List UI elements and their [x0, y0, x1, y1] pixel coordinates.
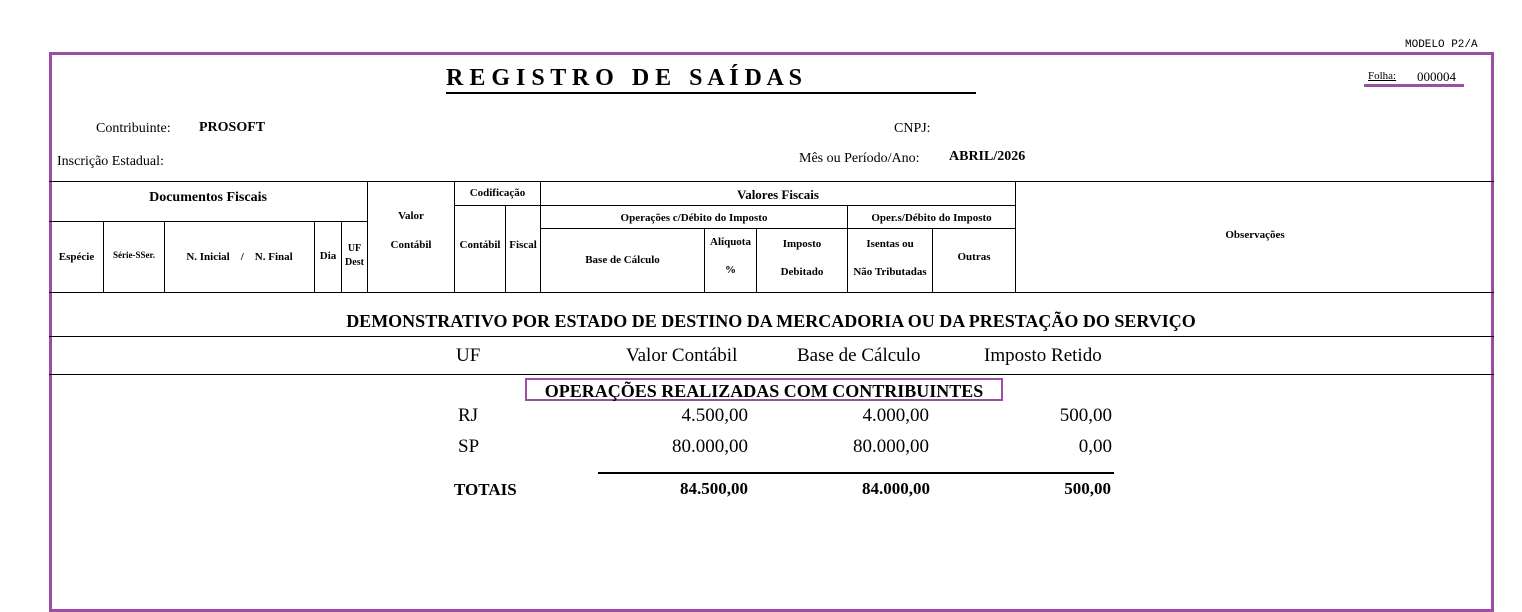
totals-valor: 84.500,00 — [680, 479, 748, 498]
totals-rule — [598, 472, 1114, 474]
header-imposto: Imposto — [782, 238, 822, 250]
header-nao-tributadas: Não Tributadas — [853, 266, 927, 278]
totals-label: TOTAIS — [454, 480, 517, 499]
totals-base: 84.000,00 — [862, 479, 930, 498]
contribuinte-label: Contribuinte: — [96, 121, 171, 136]
modelo-label: MODELO P2/A — [1405, 39, 1478, 51]
header-observacoes: Observações — [1225, 229, 1285, 241]
inscricao-label: Inscrição Estadual: — [57, 154, 164, 169]
row-rj-uf: RJ — [458, 405, 479, 426]
row-sp-imposto: 0,00 — [1078, 436, 1112, 457]
header-especie: Espécie — [58, 251, 95, 263]
row-rj-base: 4.000,00 — [862, 405, 929, 426]
header-aliquota: Alíquota — [710, 236, 751, 248]
header-valor-contabil: Contábil — [390, 239, 432, 251]
col-base-calculo: Base de Cálculo — [797, 345, 921, 366]
header-cod-fiscal: Fiscal — [509, 239, 537, 251]
header-valores-fiscais: Valores Fiscais — [737, 187, 819, 202]
row-sp-valor: 80.000,00 — [672, 436, 748, 457]
col-imposto-retido: Imposto Retido — [984, 345, 1102, 366]
header-valor: Valor — [398, 210, 424, 222]
row-sp-base: 80.000,00 — [853, 436, 929, 457]
header-cod-contabil: Contábil — [459, 239, 501, 251]
header-percent: % — [725, 264, 736, 276]
folha-label: Folha: — [1368, 70, 1397, 82]
header-base-calculo: Base de Cálculo — [585, 254, 660, 266]
demonstrativo-title: DEMONSTRATIVO POR ESTADO DE DESTINO DA MERCADORIA OU DA PRESTAÇÃO DO SERVIÇO — [346, 311, 1196, 331]
header-isentas: Isentas ou — [866, 238, 914, 250]
row-rj-imposto: 500,00 — [1059, 405, 1112, 426]
cnpj-label: CNPJ: — [894, 121, 931, 136]
header-dest: Dest — [345, 257, 364, 268]
folha-box — [1364, 68, 1464, 87]
header-n-inicial-final: N. Inicial / N. Final — [186, 251, 293, 263]
section-title: OPERAÇÕES REALIZADAS COM CONTRIBUINTES — [525, 378, 1003, 401]
col-valor-contabil: Valor Contábil — [626, 345, 738, 366]
header-uf: UF — [347, 243, 362, 254]
page-title: R E G I S T R O D E S A Í D A S — [446, 64, 976, 94]
totals-imposto: 500,00 — [1064, 479, 1111, 498]
contribuinte-value: PROSOFT — [199, 120, 266, 135]
folha-value: 000004 — [1417, 69, 1456, 84]
header-outras: Outras — [957, 251, 991, 263]
periodo-value: ABRIL/2026 — [949, 149, 1026, 164]
periodo-label: Mês ou Período/Ano: — [799, 151, 920, 166]
header-serie: Série-SSer. — [113, 250, 155, 260]
row-rj-valor: 4.500,00 — [681, 405, 748, 426]
col-uf: UF — [456, 345, 481, 366]
document-frame — [49, 52, 1494, 612]
row-sp-uf: SP — [458, 436, 480, 457]
header-codificacao: Codificação — [469, 187, 526, 199]
header-documentos-fiscais: Documentos Fiscais — [149, 190, 267, 205]
header-op-com-debito: Operações c/Débito do Imposto — [620, 212, 768, 224]
header-debitado: Debitado — [780, 266, 824, 278]
header-op-sem-debito: Oper.s/Débito do Imposto — [871, 212, 992, 224]
header-dia: Dia — [319, 250, 337, 262]
